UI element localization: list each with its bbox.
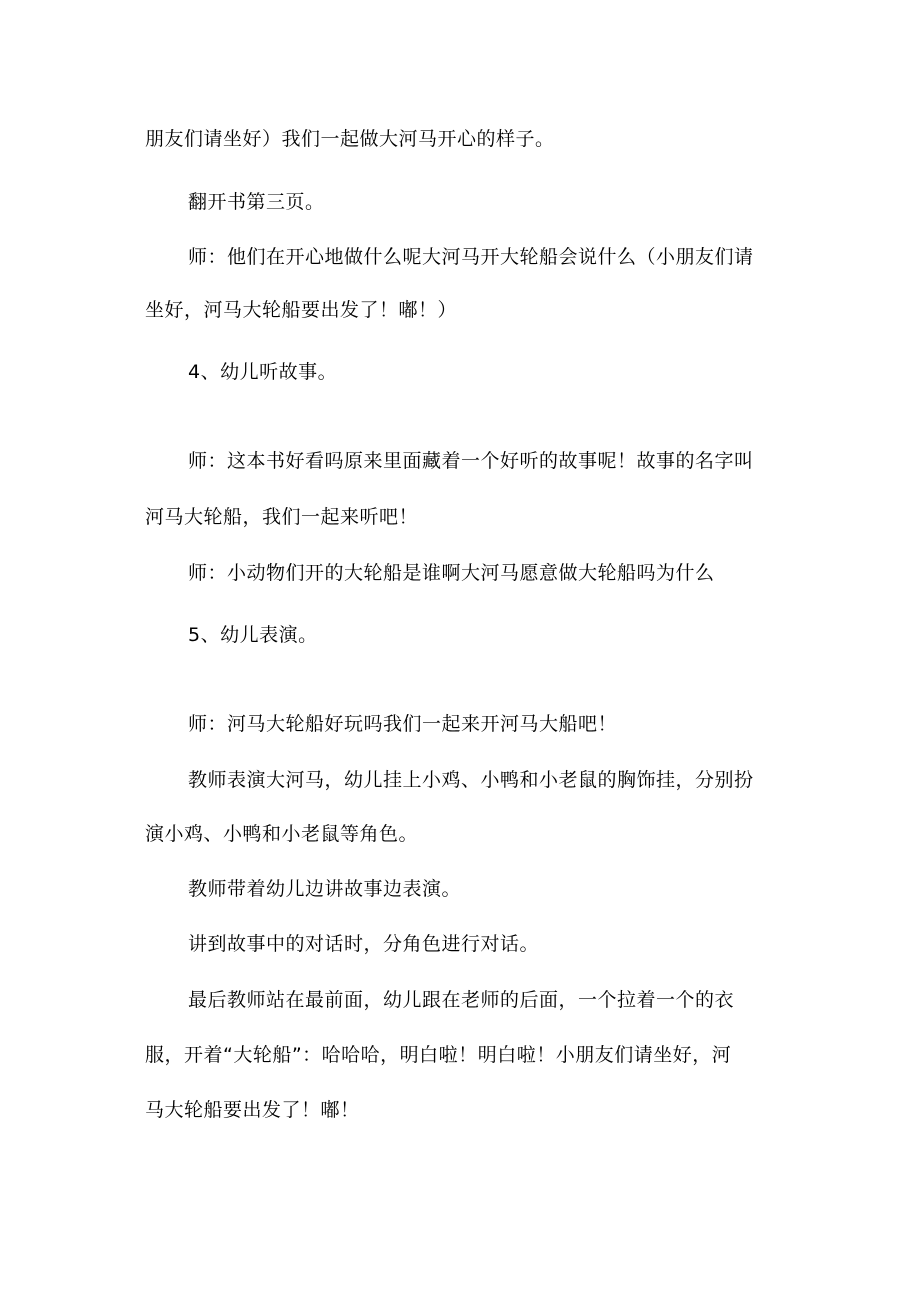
text-line: 坐好，河马大轮船要出发了！嘟！） bbox=[145, 299, 458, 321]
text-line: 服，开着“大轮船”：哈哈哈，明白啦！明白啦！小朋友们请坐好，河 bbox=[145, 1044, 732, 1066]
text-line: 河马大轮船，我们一起来听吧！ bbox=[145, 506, 419, 528]
section-heading: 5、幼儿表演。 bbox=[188, 624, 318, 646]
text-line: 马大轮船要出发了！嘟！ bbox=[145, 1099, 360, 1121]
text-line: 朋友们请坐好）我们一起做大河马开心的样子。 bbox=[145, 128, 555, 150]
text-line: 讲到故事中的对话时，分角色进行对话。 bbox=[188, 933, 540, 955]
text-line: 教师带着幼儿边讲故事边表演。 bbox=[188, 878, 462, 900]
text-line: 最后教师站在最前面，幼儿跟在老师的后面，一个拉着一个的衣 bbox=[188, 989, 735, 1011]
text-line: 演小鸡、小鸭和小老鼠等角色。 bbox=[145, 823, 419, 845]
text-line: 师：他们在开心地做什么呢大河马开大轮船会说什么（小朋友们请 bbox=[188, 246, 754, 268]
text-line: 师：小动物们开的大轮船是谁啊大河马愿意做大轮船吗为什么 bbox=[188, 562, 715, 584]
text-line: 教师表演大河马，幼儿挂上小鸡、小鸭和小老鼠的胸饰挂，分别扮 bbox=[188, 769, 754, 791]
section-heading: 4、幼儿听故事。 bbox=[188, 361, 338, 383]
text-line: 翻开书第三页。 bbox=[188, 191, 325, 213]
text-line: 师：这本书好看吗原来里面藏着一个好听的故事呢！故事的名字叫 bbox=[188, 450, 754, 472]
text-line: 师：河马大轮船好玩吗我们一起来开河马大船吧！ bbox=[188, 713, 618, 735]
